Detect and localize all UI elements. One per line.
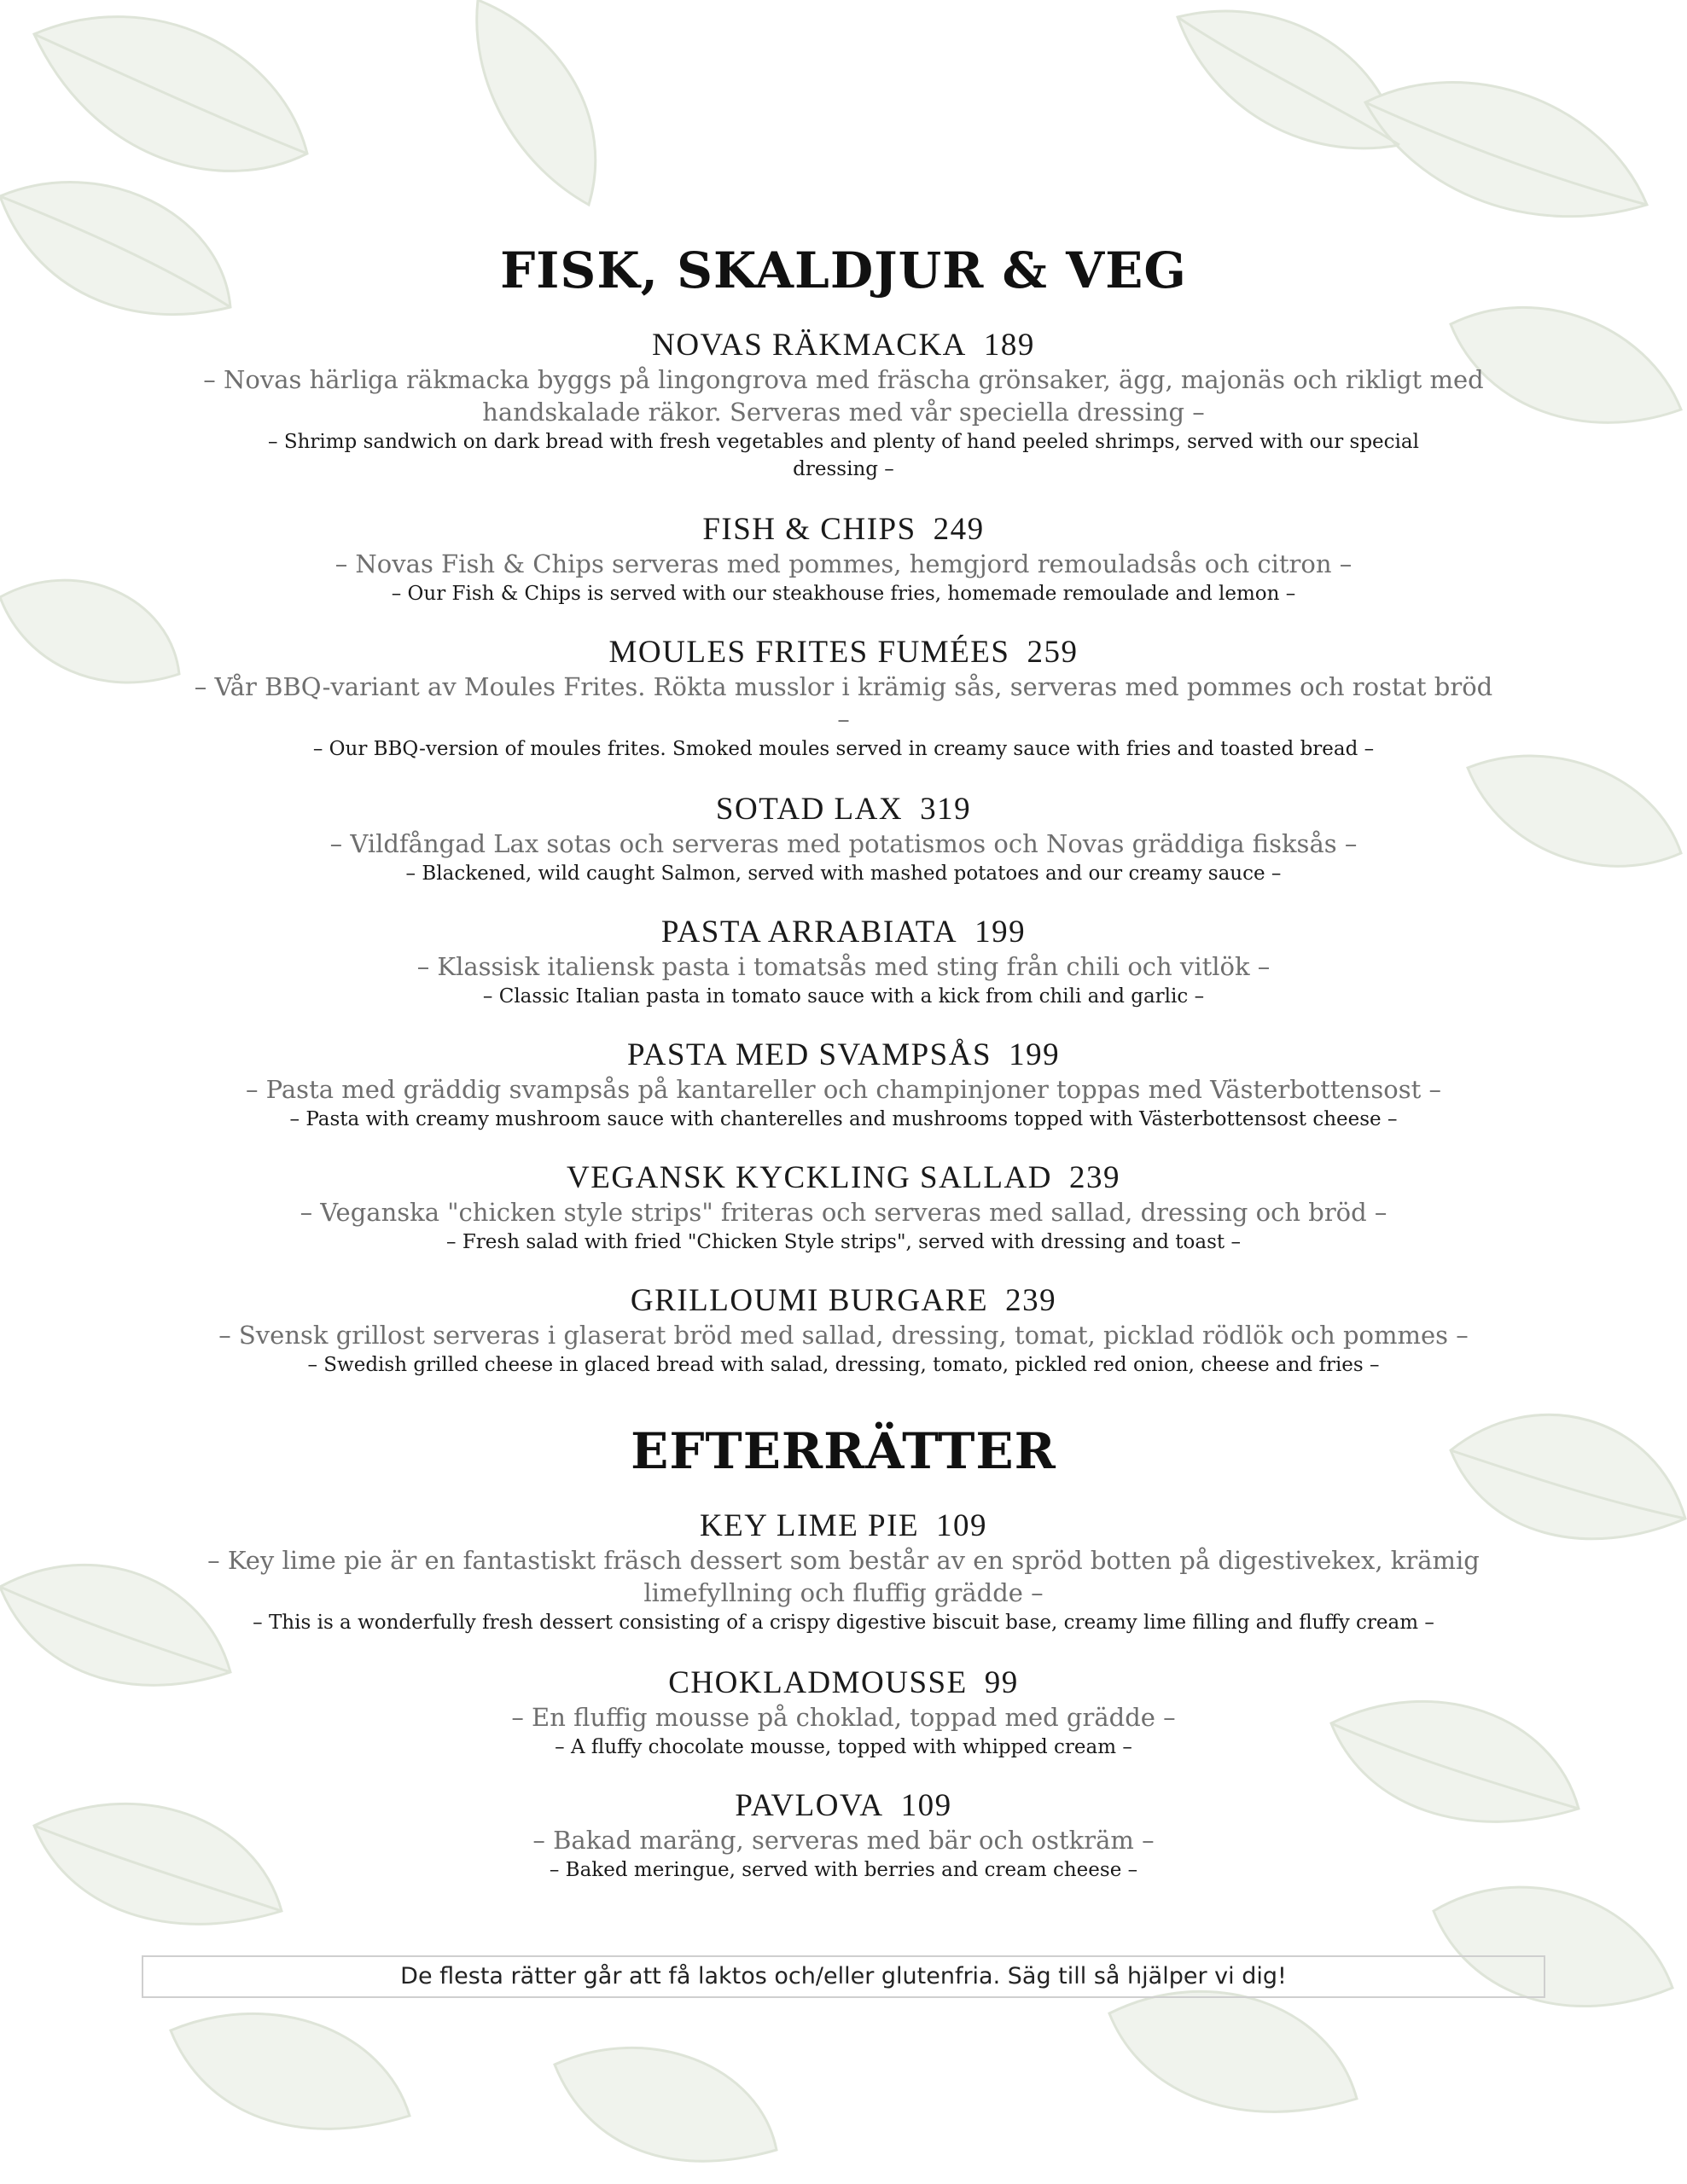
item-description-swedish: – Vildfångad Lax sotas och serveras med potatismos och Novas gräddiga fisksås – — [329, 829, 1358, 858]
item-description-swedish: – Novas härliga räkmacka byggs på lingongrova med fräscha grönsaker, ägg, majonäs och rikligt med handskalade räkor. Serveras med vår speciella dressing – — [203, 365, 1484, 427]
section-title-fish-seafood-veg: FISK, SKALDJUR & VEG — [500, 241, 1187, 299]
item-description-english: – Pasta with creamy mushroom sauce with chanterelles and mushrooms topped with Västerbottensost cheese – — [289, 1108, 1398, 1130]
item-name: NOVAS RÄKMACKA — [652, 328, 967, 363]
item-description-english: – Our Fish & Chips is served with our steakhouse fries, homemade remoulade and lemon – — [391, 583, 1296, 605]
item-description-swedish: – Klassisk italiensk pasta i tomatsås med sting från chili och vitlök – — [416, 952, 1271, 981]
item-price: 239 — [1068, 1160, 1120, 1195]
item-price: 199 — [1009, 1037, 1061, 1072]
menu-item — [128, 635, 1559, 763]
menu-item — [128, 1283, 1559, 1379]
section-title-desserts: EFTERRÄTTER — [631, 1422, 1056, 1480]
item-price: 99 — [984, 1665, 1019, 1700]
item-heading — [128, 1788, 1559, 1824]
item-description-english: – Swedish grilled cheese in glaced bread with salad, dressing, tomato, pickled red onion, cheese and fries – — [307, 1354, 1380, 1376]
item-description-english: – A fluffy chocolate mousse, topped with whipped cream – — [555, 1736, 1132, 1758]
item-name: CHOKLADMOUSSE — [668, 1665, 968, 1700]
item-name: MOULES FRITES FUMÉES — [608, 635, 1010, 670]
item-price: 259 — [1027, 635, 1079, 670]
item-price: 109 — [936, 1508, 988, 1543]
item-name: FISH & CHIPS — [702, 512, 916, 547]
item-description-swedish: – Vår BBQ-variant av Moules Frites. Rökta musslor i krämig sås, serveras med pommes och rostat bröd – — [194, 672, 1493, 734]
item-description-swedish: – En fluffig mousse på choklad, toppad med grädde – — [511, 1703, 1176, 1732]
menu-item — [128, 328, 1559, 483]
item-description-english: – Shrimp sandwich on dark bread with fresh vegetables and plenty of hand peeled shrimps, served with our special dressing – — [268, 431, 1419, 480]
item-heading — [128, 792, 1559, 828]
item-description-swedish: – Veganska "chicken style strips" friteras och serveras med sallad, dressing och bröd – — [300, 1198, 1387, 1227]
menu-item — [128, 1037, 1559, 1133]
item-price: 189 — [983, 328, 1035, 363]
item-description-swedish: – Bakad maräng, serveras med bär och ostkräm – — [532, 1826, 1155, 1855]
item-heading — [128, 1665, 1559, 1701]
item-name: PAVLOVA — [735, 1788, 884, 1823]
item-description-swedish: – Novas Fish & Chips serveras med pommes, hemgjord remouladsås och citron – — [334, 549, 1353, 578]
item-description-english: – Blackened, wild caught Salmon, served with mashed potatoes and our creamy sauce – — [405, 863, 1282, 885]
item-name: SOTAD LAX — [715, 792, 904, 827]
item-description-english: – Baked meringue, served with berries and cream cheese – — [549, 1859, 1138, 1881]
item-price: 319 — [920, 792, 972, 827]
item-heading — [128, 1037, 1559, 1073]
item-heading — [128, 1283, 1559, 1319]
item-heading — [128, 328, 1559, 363]
item-description-swedish: – Key lime pie är en fantastiskt fräsch dessert som består av en spröd botten på digestivekex, krämig limefyllning och fluffig grädde – — [207, 1546, 1480, 1607]
menu-item — [128, 915, 1559, 1010]
item-name: VEGANSK KYCKLING SALLAD — [567, 1160, 1052, 1195]
item-name: PASTA MED SVAMPSÅS — [626, 1037, 992, 1072]
item-name: GRILLOUMI BURGARE — [630, 1283, 989, 1318]
item-description-swedish: – Svensk grillost serveras i glaserat bröd med sallad, dressing, tomat, picklad rödlök och pommes – — [218, 1321, 1469, 1350]
item-heading — [128, 512, 1559, 548]
item-description-swedish: – Pasta med gräddig svampsås på kantareller och champinjoner toppas med Västerbottensost – — [245, 1075, 1442, 1104]
menu-item — [128, 1508, 1559, 1636]
item-price: 199 — [974, 915, 1027, 950]
item-heading — [128, 1508, 1559, 1544]
menu-item — [128, 792, 1559, 887]
item-price: 239 — [1005, 1283, 1057, 1318]
item-heading — [128, 915, 1559, 950]
item-description-english: – This is a wonderfully fresh dessert consisting of a crispy digestive biscuit base, creamy lime filling and fluffy cream – — [253, 1612, 1434, 1634]
item-heading — [128, 635, 1559, 671]
menu-item — [128, 1160, 1559, 1256]
item-description-english: – Classic Italian pasta in tomato sauce with a kick from chili and garlic – — [482, 985, 1205, 1008]
item-heading — [128, 1160, 1559, 1196]
item-description-english: – Fresh salad with fried "Chicken Style strips", served with dressing and toast – — [446, 1231, 1241, 1253]
item-description-english: – Our BBQ-version of moules frites. Smoked moules served in creamy sauce with fries and toasted bread – — [312, 738, 1375, 760]
dietary-note-box: De flesta rätter går att få laktos och/eller glutenfria. Säg till så hjälper vi dig! — [142, 1955, 1545, 1998]
menu-item — [128, 512, 1559, 607]
item-name: PASTA ARRABIATA — [660, 915, 958, 950]
item-name: KEY LIME PIE — [699, 1508, 920, 1543]
menu-item — [128, 1788, 1559, 1884]
menu-item — [128, 1665, 1559, 1761]
item-price: 109 — [900, 1788, 952, 1823]
item-price: 249 — [933, 512, 985, 547]
